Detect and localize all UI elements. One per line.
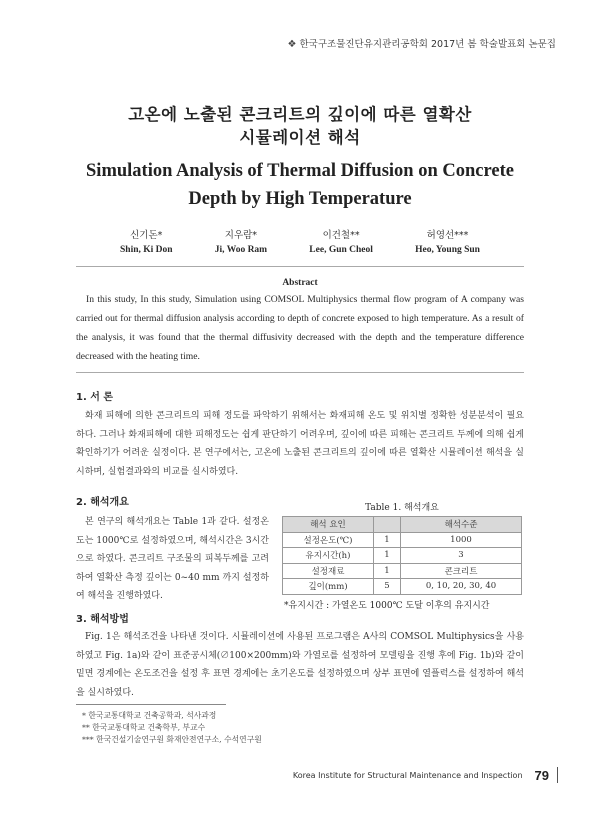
author-name-ko: 신기돈* (130, 230, 163, 241)
journal-name: 한국구조물진단유지관리공학회 2017년 봄 학술발표회 논문집 (299, 39, 556, 50)
footer-divider (557, 767, 558, 783)
footnotes (82, 710, 262, 746)
table-cell: 5 (374, 579, 401, 595)
table-header-cell: 해석 요인 (283, 517, 374, 533)
section-1-text: 화재 피해에 의한 콘크리트의 피해 정도를 파악하기 위해서는 화재피해 온도 및 위치별 정확한 성분분석이 필요하다. 그러나 화재피해에 대한 피해정도는 쉽게 판단하기 어려우며, 깊이에 따른 피해는 콘크리트 두께에 의해 쉽게 확인하기가 어려운 실정이다. 본 연구에서는, 고온에 노출된 콘크리트의 깊이에 따른 열확산 시뮬레이션 해석을 실시하며, 실험결과와의 비교를 실시하였다. (76, 411, 524, 477)
author-name-en: Heo, Young Sun (415, 245, 480, 255)
table-cell: 설정재료 (283, 563, 374, 579)
english-title-line2: Depth by High Temperature (188, 189, 412, 209)
table-row (283, 563, 522, 579)
author (415, 228, 480, 258)
table-row (283, 532, 522, 548)
abstract-top-rule (76, 266, 524, 267)
table-cell: 설정온도(℃) (283, 532, 374, 548)
author (120, 228, 173, 258)
footnote-rule (76, 704, 226, 705)
table-cell: 1000 (401, 532, 522, 548)
table-cell: 1 (374, 532, 401, 548)
abstract-bottom-rule (76, 372, 524, 373)
author-name-ko: 이건철** (322, 230, 360, 241)
abstract-heading: Abstract (282, 278, 318, 288)
abstract-text: In this study, In this study, Simulation using COMSOL Multiphysics thermal flow program of A company was carried out for thermal diffusion analysis according to depth of concrete exposed to high temperature. As a result of the analysis, it was found that the thermal diffusivity decreased with the depth and the temperature difference decreased with the heating time. (76, 294, 524, 362)
author-name-ko: 지우람* (224, 230, 258, 241)
journal-header (288, 36, 556, 50)
author (215, 228, 267, 258)
table-header-cell: 해석수준 (401, 517, 522, 533)
section-1-heading: 1. 서 론 (76, 392, 114, 403)
table-cell: 1 (374, 563, 401, 579)
table-row (283, 579, 522, 595)
table-caption: Table 1. 해석개요 (365, 503, 439, 513)
section-2-heading: 2. 해석개요 (76, 497, 129, 508)
author-list (120, 228, 480, 258)
table-row (283, 548, 522, 564)
page-footer (293, 767, 558, 783)
section-2-text: 본 연구의 해석개요는 Table 1과 같다. 설정온도는 1000℃로 설정하였으며, 해석시간은 3시간으로 하였다. 콘크리트 구조물의 피복두께를 고려하여 열확산 측정 깊이는 0~40 mm 까지 설정하여 해석을 진행하였다. (76, 517, 269, 601)
footer-institute: Korea Institute for Structural Maintenance and Inspection (292, 770, 523, 780)
table-cell: 콘크리트 (401, 563, 522, 579)
english-title (0, 157, 600, 213)
footnote: * 한국교통대학교 건축공학과, 석사과정 (82, 711, 217, 720)
table-cell: 깊이(mm) (283, 579, 374, 595)
analysis-table (282, 516, 522, 595)
table-note: *유지시간 : 가열온도 1000℃ 도달 이후의 유지시간 (284, 601, 490, 611)
table-header-row (283, 517, 522, 533)
author-name-ko: 허영선*** (426, 230, 469, 241)
english-title-line1: Simulation Analysis of Thermal Diffusion on Concrete (86, 161, 514, 181)
table-header-cell (374, 517, 401, 533)
table-cell: 3 (401, 548, 522, 564)
section-3-text: Fig. 1은 해석조건을 나타낸 것이다. 시뮬레이션에 사용된 프로그램은 A사의 COMSOL Multiphysics을 사용하였고 Fig. 1a)와 같이 표준공시체(∅100×200mm)와 가열로를 설정하여 모델링을 진행 후에 Fig. 1b)와 같이 밑면 경계에는 온도조건을 설정 후 표면 경계에는 초기온도를 설정하였으며 상부 표면에 열플럭스를 설정하여 해석을 실시하였다. (76, 632, 524, 698)
page-number: 79 (534, 767, 549, 783)
table-cell: 유지시간(h) (283, 548, 374, 564)
table-cell: 0, 10, 20, 30, 40 (401, 579, 522, 595)
korean-title-line1: 고온에 노출된 콘크리트의 깊이에 따른 열확산 (128, 105, 472, 124)
korean-title (0, 103, 600, 149)
korean-title-line2: 시뮬레이션 해석 (239, 128, 361, 147)
author (309, 228, 373, 258)
author-name-en: Ji, Woo Ram (214, 245, 268, 255)
author-name-en: Lee, Gun Cheol (309, 245, 373, 255)
footnote: ** 한국교통대학교 건축학부, 부교수 (82, 723, 206, 732)
footnote: *** 한국건설기술연구원 화재안전연구소, 수석연구원 (82, 735, 262, 744)
diamond-bullet-icon: ❖ (287, 39, 297, 50)
table-cell: 1 (374, 548, 401, 564)
section-3-heading: 3. 해석방법 (76, 614, 129, 625)
author-name-en: Shin, Ki Don (120, 245, 173, 255)
